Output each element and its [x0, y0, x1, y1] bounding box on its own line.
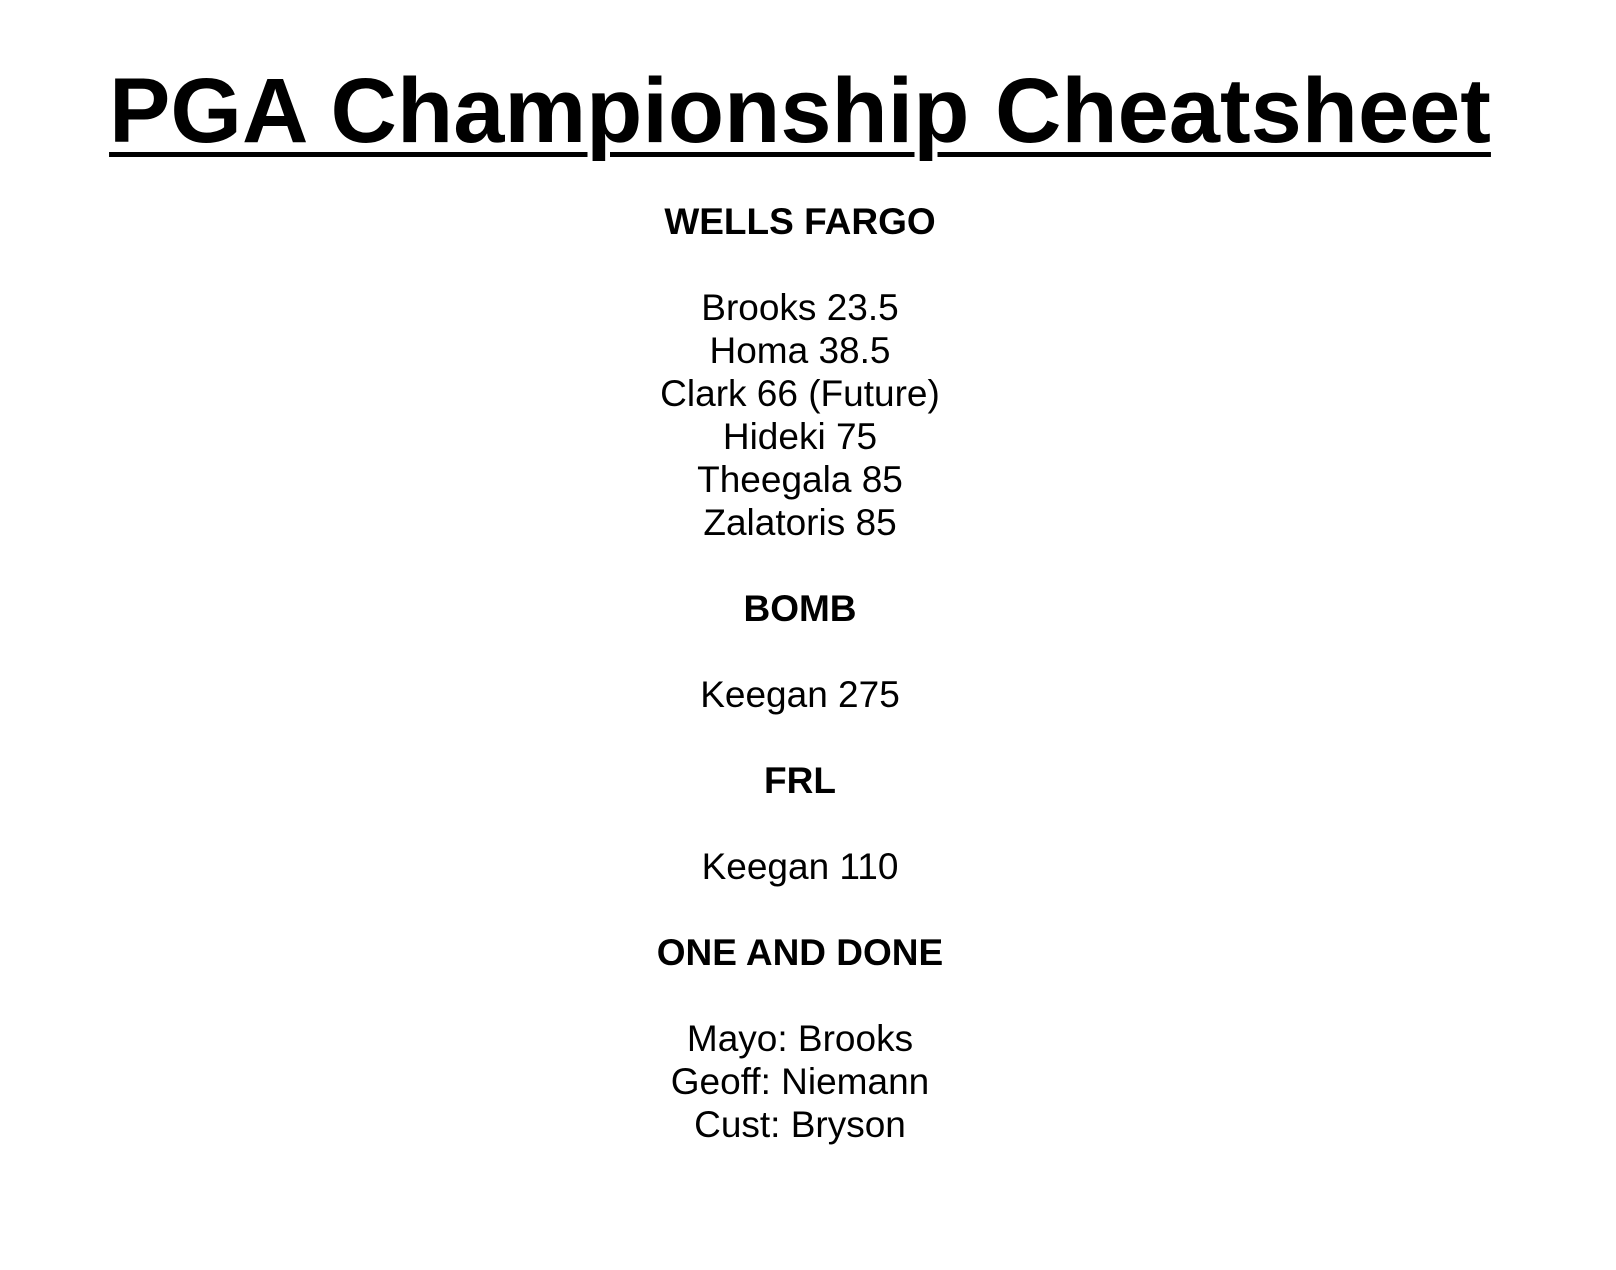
- list-item: Homa 38.5: [709, 330, 891, 371]
- section-frl: [0, 759, 1600, 888]
- list-item: Brooks 23.5: [701, 287, 899, 328]
- list-item: Theegala 85: [697, 459, 903, 500]
- section-heading: WELLS FARGO: [664, 201, 936, 242]
- section-heading: ONE AND DONE: [656, 932, 944, 973]
- section-items: [0, 1017, 1600, 1146]
- document-body: [0, 200, 1600, 1189]
- list-item: Keegan 275: [700, 674, 900, 715]
- section-heading: BOMB: [743, 588, 857, 629]
- section-items: [0, 673, 1600, 716]
- section-heading: FRL: [764, 760, 836, 801]
- list-item: Mayo: Brooks: [686, 1018, 914, 1059]
- list-item: Cust: Bryson: [694, 1104, 906, 1145]
- section-bomb: [0, 587, 1600, 716]
- section-items: [0, 845, 1600, 888]
- section-items: [0, 286, 1600, 544]
- list-item: Keegan 110: [701, 846, 899, 887]
- section-wells-fargo: [0, 200, 1600, 544]
- list-item: Hideki 75: [722, 416, 878, 457]
- list-item: Zalatoris 85: [703, 502, 897, 543]
- list-item: Geoff: Niemann: [670, 1061, 930, 1102]
- section-one-and-done: [0, 931, 1600, 1146]
- list-item: Clark 66 (Future): [660, 373, 940, 414]
- document-title: PGA Championship Cheatsheet: [109, 60, 1491, 162]
